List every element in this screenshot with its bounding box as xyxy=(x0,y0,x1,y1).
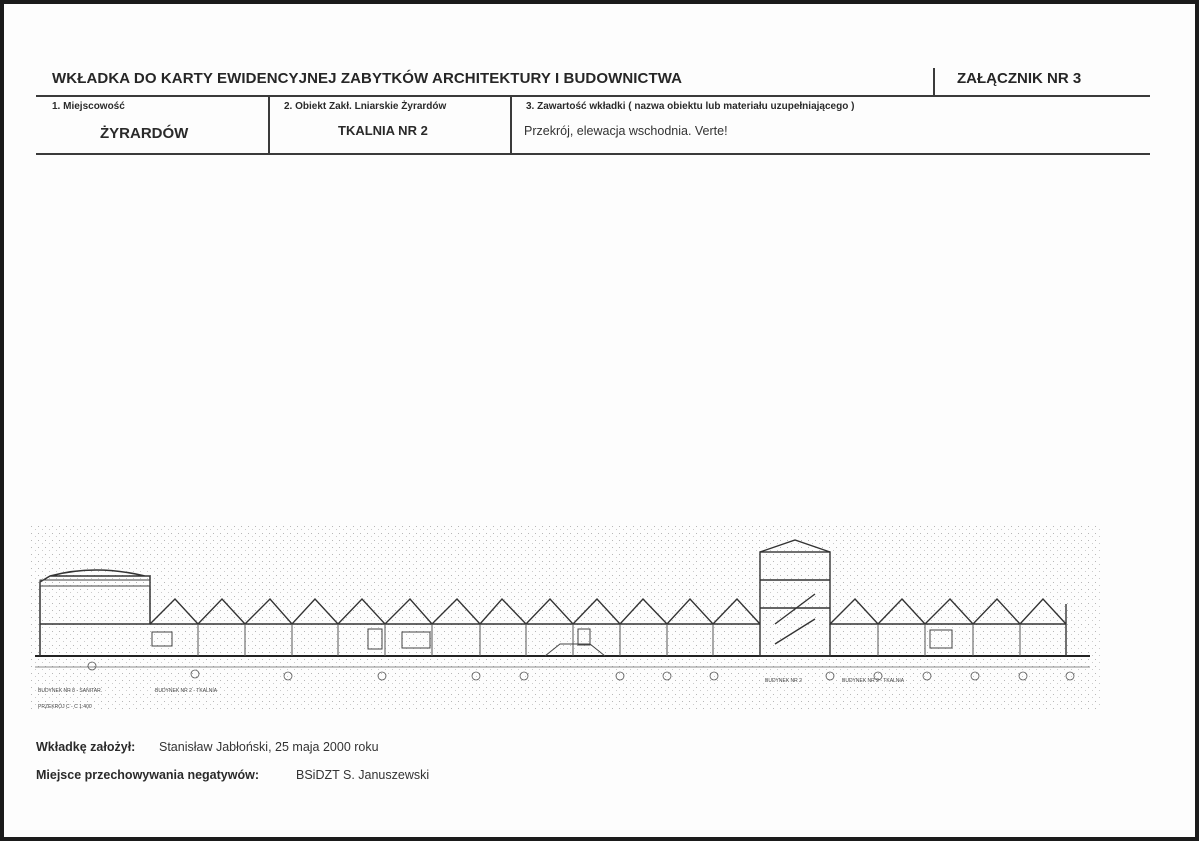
contents-label: 3. Zawartość wkładki ( nazwa obiektu lub materiału uzupełniającego ) xyxy=(526,101,855,112)
table-divider-2 xyxy=(510,96,512,154)
header-divider xyxy=(933,68,935,96)
table-divider-1 xyxy=(268,96,270,154)
building-section-drawing xyxy=(30,524,1100,709)
locality-value: ŻYRARDÓW xyxy=(100,125,189,142)
contents-value: Przekrój, elewacja wschodnia. Verte! xyxy=(524,124,728,138)
drawing-label-section: PRZEKRÓJ C - C 1:400 xyxy=(38,704,92,709)
table-top-line xyxy=(36,95,1150,97)
annex-number: ZAŁĄCZNIK NR 3 xyxy=(957,70,1082,87)
locality-label: 1. Miejscowość xyxy=(52,101,125,112)
author-label: Wkładkę założył: xyxy=(36,740,136,754)
storage-label: Miejsce przechowywania negatywów: xyxy=(36,768,259,782)
author-value: Stanisław Jabłoński, 25 maja 2000 roku xyxy=(159,740,379,754)
drawing-label-mid-building: BUDYNEK NR 2 xyxy=(765,678,802,684)
storage-value: BSiDZT S. Januszewski xyxy=(296,768,430,782)
drawing-label-right-building: BUDYNEK NR 2 - TKALNIA xyxy=(842,678,905,684)
author-row xyxy=(36,740,379,754)
object-label: 2. Obiekt Zakł. Lniarskie Żyrardów xyxy=(284,101,447,112)
drawing-label-left-building: BUDYNEK NR 8 - SANITAR. xyxy=(38,688,103,694)
storage-row xyxy=(36,768,430,782)
document-title: WKŁADKA DO KARTY EWIDENCYJNEJ ZABYTKÓW ARCHITEKTURY I BUDOWNICTWA xyxy=(52,70,683,87)
table-bottom-line xyxy=(36,153,1150,155)
object-value: TKALNIA NR 2 xyxy=(338,123,428,138)
drawing-label-left-building2: BUDYNEK NR 2 - TKALNIA xyxy=(155,688,218,694)
